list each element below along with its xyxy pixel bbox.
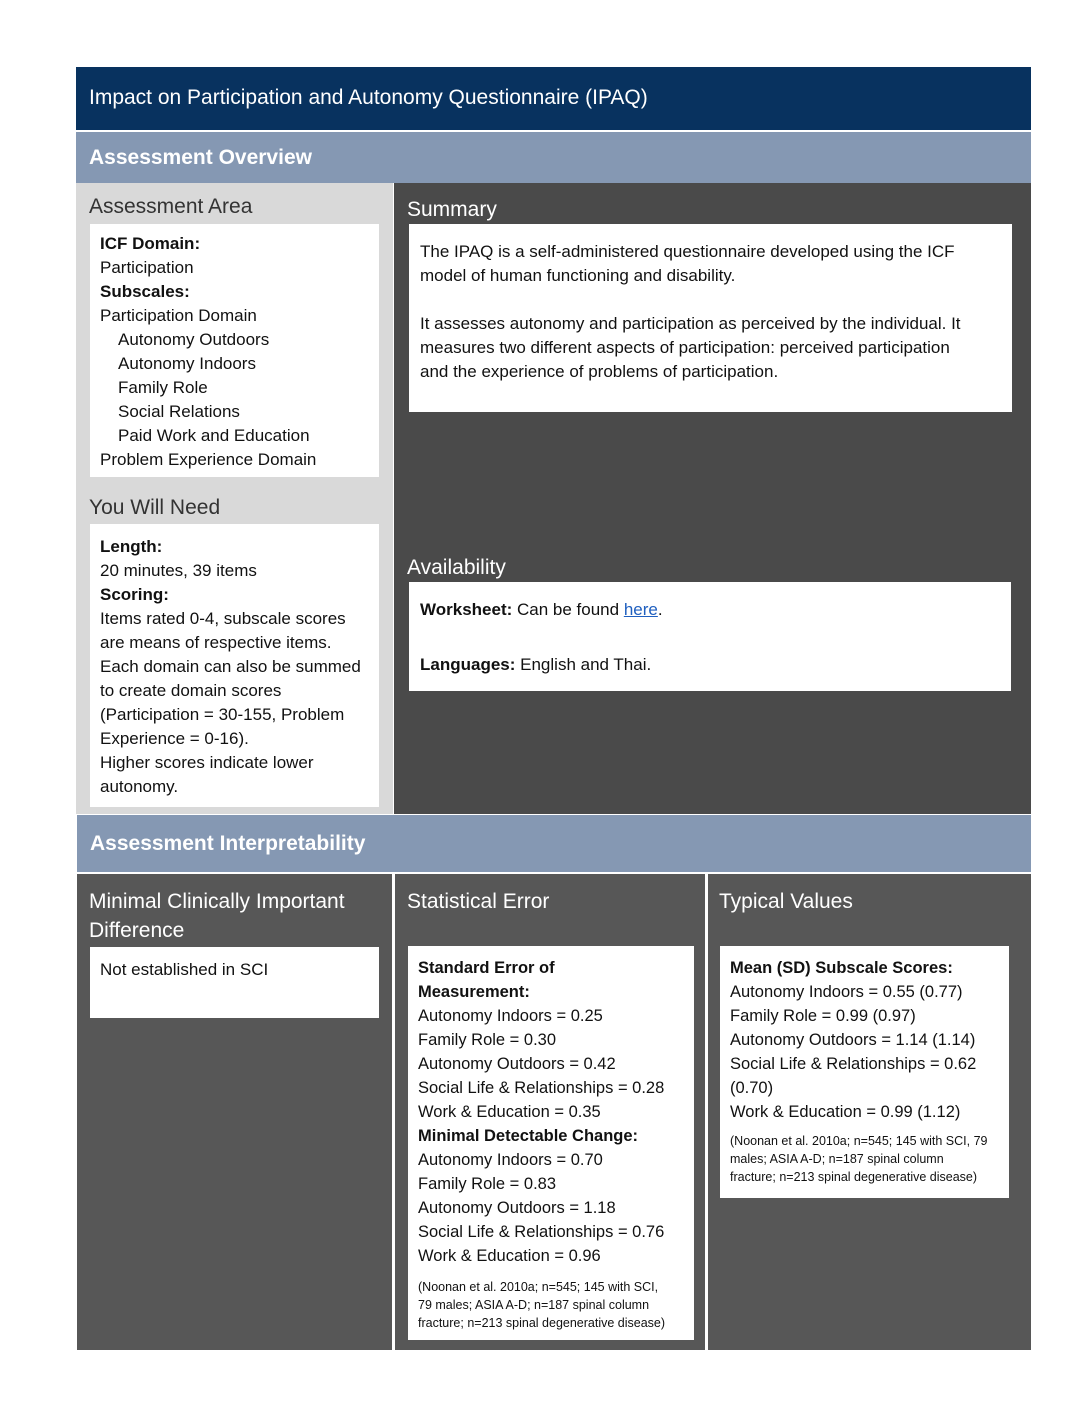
sem-item: Autonomy Outdoors = 0.42 xyxy=(418,1055,616,1073)
summary-heading: Summary xyxy=(407,198,497,221)
sem-item: Work & Education = 0.35 xyxy=(418,1103,601,1121)
citation-line: 79 males; ASIA A-D; n=187 spinal column xyxy=(418,1298,650,1312)
availability-heading: Availability xyxy=(407,556,506,579)
sem-item: Family Role = 0.30 xyxy=(418,1031,557,1049)
mdc-item: Social Life & Relationships = 0.76 xyxy=(418,1223,665,1241)
citation-line: (Noonan et al. 2010a; n=545; 145 with SCI, xyxy=(418,1280,659,1294)
scoring-line: autonomy. xyxy=(100,777,179,796)
mdc-label: Minimal Detectable Change: xyxy=(418,1127,639,1145)
mcid-heading-line: Difference xyxy=(89,919,185,942)
icf-domain-label: ICF Domain: xyxy=(100,234,201,253)
assessment-interpretability-header: Assessment Interpretability xyxy=(77,815,1031,872)
page-title: Impact on Participation and Autonomy Questionnaire (IPAQ) xyxy=(76,67,1031,130)
assessment-area-heading: Assessment Area xyxy=(89,195,253,218)
statistical-error-box xyxy=(408,946,694,1340)
languages-label: Languages: xyxy=(420,655,516,674)
icf-domain-value: Participation xyxy=(100,258,194,277)
mdc-item: Family Role = 0.83 xyxy=(418,1175,557,1193)
typical-value-item: Social Life & Relationships = 0.62 xyxy=(730,1055,977,1073)
typical-value-item: Autonomy Outdoors = 1.14 (1.14) xyxy=(730,1031,976,1049)
subscale-item: Autonomy Indoors xyxy=(118,354,256,373)
mcid-heading-line: Minimal Clinically Important xyxy=(89,890,345,913)
assessment-area-box xyxy=(90,224,379,477)
mcid-value: Not established in SCI xyxy=(100,960,269,979)
you-will-need-box xyxy=(90,524,379,807)
statistical-error-citation xyxy=(418,1278,694,1332)
problem-experience-domain: Problem Experience Domain xyxy=(100,450,317,469)
summary-box xyxy=(409,224,1012,412)
scoring-line: Higher scores indicate lower xyxy=(100,753,314,772)
subscale-item: Autonomy Outdoors xyxy=(118,330,270,349)
scoring-label: Scoring: xyxy=(100,585,169,604)
summary-line: model of human functioning and disability. xyxy=(420,266,736,285)
sem-item: Social Life & Relationships = 0.28 xyxy=(418,1079,665,1097)
sem-item: Autonomy Indoors = 0.25 xyxy=(418,1007,603,1025)
availability-box xyxy=(409,582,1011,691)
mcid-heading xyxy=(89,887,345,945)
citation-line: fracture; n=213 spinal degenerative disease) xyxy=(418,1316,666,1330)
worksheet-link[interactable]: here xyxy=(623,600,658,619)
mcid-box xyxy=(90,947,379,1018)
length-value: 20 minutes, 39 items xyxy=(100,561,257,580)
worksheet-label: Worksheet: xyxy=(420,600,513,619)
typical-value-item: Autonomy Indoors = 0.55 (0.77) xyxy=(730,983,963,1001)
typical-value-item: Work & Education = 0.99 (1.12) xyxy=(730,1103,961,1121)
participation-domain: Participation Domain xyxy=(100,306,257,325)
sem-label-line: Measurement: xyxy=(418,983,530,1001)
languages-value: English and Thai. xyxy=(520,655,652,674)
scoring-line: Experience = 0-16). xyxy=(100,729,249,748)
length-label: Length: xyxy=(100,537,163,556)
summary-line: and the experience of problems of participation. xyxy=(420,362,779,381)
summary-line: measures two different aspects of participation: perceived participation xyxy=(420,338,950,357)
subscale-item: Social Relations xyxy=(118,402,240,421)
mdc-item: Autonomy Outdoors = 1.18 xyxy=(418,1199,616,1217)
scoring-line: Each domain can also be summed xyxy=(100,657,361,676)
summary-line: The IPAQ is a self-administered questionnaire developed using the ICF xyxy=(420,242,955,261)
typical-values-label: Mean (SD) Subscale Scores: xyxy=(730,959,953,977)
typical-values-citation xyxy=(730,1132,1009,1186)
mdc-item: Work & Education = 0.96 xyxy=(418,1247,601,1265)
citation-line: (Noonan et al. 2010a; n=545; 145 with SCI, 79 xyxy=(730,1134,988,1148)
typical-value-item: (0.70) xyxy=(730,1079,774,1097)
scoring-line: are means of respective items. xyxy=(100,633,332,652)
typical-values-box xyxy=(720,946,1009,1198)
sem-label-line: Standard Error of xyxy=(418,959,555,977)
scoring-line: Items rated 0-4, subscale scores xyxy=(100,609,346,628)
statistical-error-heading: Statistical Error xyxy=(407,890,550,913)
assessment-overview-header: Assessment Overview xyxy=(76,132,1031,183)
subscale-item: Paid Work and Education xyxy=(118,426,310,445)
citation-line: fracture; n=213 spinal degenerative disease) xyxy=(730,1170,978,1184)
summary-line: It assesses autonomy and participation as perceived by the individual. It xyxy=(420,314,961,333)
worksheet-text: Can be found xyxy=(517,600,620,619)
subscale-item: Family Role xyxy=(118,378,208,397)
citation-line: males; ASIA A-D; n=187 spinal column xyxy=(730,1152,944,1166)
scoring-line: (Participation = 30-155, Problem xyxy=(100,705,345,724)
you-will-need-heading: You Will Need xyxy=(89,496,221,519)
mcid-panel xyxy=(77,874,392,1350)
typical-value-item: Family Role = 0.99 (0.97) xyxy=(730,1007,916,1025)
typical-values-heading: Typical Values xyxy=(719,890,853,913)
worksheet-period: . xyxy=(657,600,663,619)
subscales-label: Subscales: xyxy=(100,282,190,301)
mdc-item: Autonomy Indoors = 0.70 xyxy=(418,1151,603,1169)
scoring-line: to create domain scores xyxy=(100,681,282,700)
